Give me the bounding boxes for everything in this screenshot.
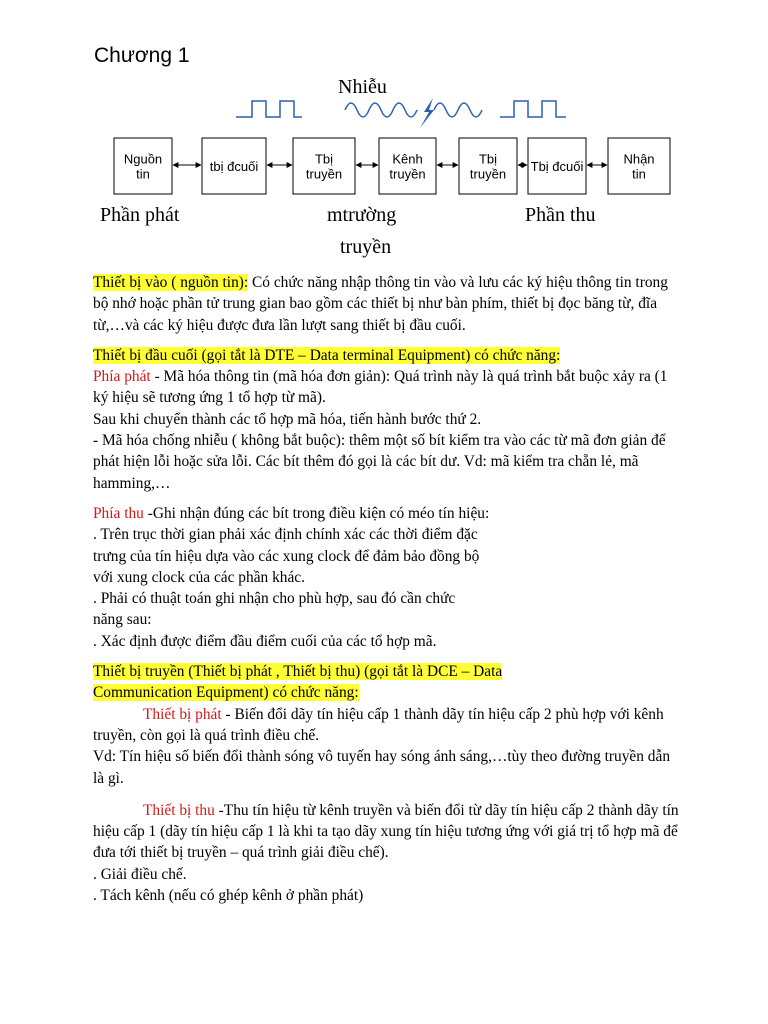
diagram-box-1-label: tin bbox=[136, 166, 150, 182]
paragraph-rx-side bbox=[93, 503, 683, 652]
square-wave-left bbox=[236, 101, 302, 117]
heading-dce-line2: Communication Equipment) có chức năng: bbox=[93, 684, 359, 702]
paragraph-receiver-device bbox=[93, 800, 683, 906]
paragraph-dce bbox=[93, 661, 683, 789]
text-demultiplex: . Tách kênh (nếu có ghép kênh ở phần phát) bbox=[93, 887, 364, 905]
heading-dce-line1: Thiết bị truyền (Thiết bị phát , Thiết bị thu) (gọi tắt là DCE – Data bbox=[93, 663, 503, 681]
diagram-box-5-label: Tbị bbox=[478, 151, 498, 167]
noise-wave-left bbox=[345, 103, 417, 117]
text-transmitter-device: - Biến đổi dãy tín hiệu cấp 1 thành dãy tín hiệu cấp 2 phù hợp với kênh truyền, còn gọi là quá trình điều chế. bbox=[93, 705, 664, 744]
text-receiver-device: -Thu tín hiệu từ kênh truyền và biến đổi từ dãy tín hiệu cấp 2 thành dãy tín hiệu cấp 1 (dãy tín hiệu cấp 1 là khi ta tạo dãy xung tín hiệu tương ứng với giá trị tổ hợp mã để đưa tới thiết bị truyền – quá trình giải điều chế). bbox=[93, 801, 679, 862]
body-text bbox=[93, 272, 683, 906]
diagram-box-4-label: truyền bbox=[389, 166, 426, 182]
text-rx-l7: . Xác định được điểm đầu điểm cuối của các tổ hợp mã. bbox=[93, 632, 437, 650]
heading-dte: Thiết bị đầu cuối (gọi tắt là DTE – Data terminal Equipment) có chức năng: bbox=[93, 346, 561, 364]
diagram-box-3-label: Tbị bbox=[314, 151, 334, 167]
diagram-box-2-label: tbị đcuối bbox=[209, 159, 259, 174]
noise-label: Nhiễu bbox=[338, 76, 387, 98]
text-demodulate: . Giải điều chế. bbox=[93, 865, 187, 883]
diagram-box-6-label: Tbị đcuối bbox=[530, 159, 584, 174]
text-transmitter-example: Vd: Tín hiệu số biến đổi thành sóng vô tuyến hay sóng ánh sáng,…tùy theo đường truyền dẫn là gì. bbox=[93, 748, 671, 787]
diagram-box-1-label: Nguồn bbox=[123, 151, 163, 167]
paragraph-dte bbox=[93, 345, 683, 494]
lightning-bolt-icon bbox=[420, 98, 434, 128]
text-dte-step2: Sau khi chuyển thành các tổ hợp mã hóa, tiến hành bước thứ 2. bbox=[93, 410, 482, 428]
text-rx-l4: với xung clock của các phần khác. bbox=[93, 568, 305, 586]
text-rx-l1: -Ghi nhận đúng các bít trong điều kiện có méo tín hiệu: bbox=[143, 504, 490, 522]
paragraph-input-device bbox=[93, 272, 683, 336]
label-transmitter-side: Phần phát bbox=[100, 204, 180, 226]
heading-input-device: Thiết bị vào ( nguồn tin): bbox=[93, 274, 249, 291]
diagram-box-7-label: Nhận bbox=[623, 151, 655, 167]
label-rx-side: Phía thu bbox=[93, 504, 144, 522]
diagram-boxes bbox=[114, 138, 670, 194]
diagram-box-5-label: truyền bbox=[469, 166, 507, 182]
page-heading: Chương 1 bbox=[94, 44, 190, 67]
diagram-box-4-label: Kênh bbox=[392, 151, 423, 167]
text-dte-error-coding: - Mã hóa chống nhiễu ( không bắt buộc): thêm một số bít kiểm tra vào các từ mã đơn giản để phát hiện lỗi hoặc sửa lỗi. Các bít thêm đó gọi là các bít dư. Vd: mã kiểm tra chẵn lẻ, mã hamming,… bbox=[93, 432, 666, 492]
text-input-device: Có chức năng nhập thông tin vào và lưu các ký hiệu thông tin trong bộ nhớ hoặc phần tử trung gian bao gồm các thiết bị như bàn phím, thiết bị đọc băng từ, đĩa từ,…và các ký hiệu được đưa lần lượt sang thiết bị đầu cuối. bbox=[93, 274, 668, 334]
text-rx-l5: . Phải có thuật toán ghi nhận cho phù hợp, sau đó cần chức bbox=[93, 590, 456, 608]
label-receiver-device: Thiết bị thu bbox=[143, 801, 215, 819]
communication-diagram bbox=[0, 0, 768, 270]
label-medium-line2: truyền bbox=[340, 236, 392, 258]
diagram-box-7-label: tin bbox=[632, 166, 646, 182]
text-rx-l3: trưng của tín hiệu dựa vào các xung clock để đảm bảo đồng bộ bbox=[93, 547, 480, 565]
label-transmitter-device: Thiết bị phát bbox=[143, 705, 222, 723]
diagram-box-3-label: truyền bbox=[305, 166, 343, 182]
label-tx-side: Phía phát bbox=[93, 368, 151, 386]
text-dte-encode: - Mã hóa thông tin (mã hóa đơn giản): Quá trình này là quá trình bắt buộc xảy ra (1 ký hiệu sẽ tương ứng 1 tổ hợp từ mã). bbox=[93, 368, 668, 407]
noise-wave-right bbox=[434, 103, 482, 117]
text-rx-l6: năng sau: bbox=[93, 611, 152, 629]
label-medium-line1: mtrường bbox=[327, 204, 397, 226]
label-receiver-side: Phần thu bbox=[525, 204, 596, 226]
square-wave-right bbox=[500, 101, 566, 117]
text-rx-l2: . Trên trục thời gian phải xác định chính xác các thời điểm đặc bbox=[93, 526, 478, 544]
